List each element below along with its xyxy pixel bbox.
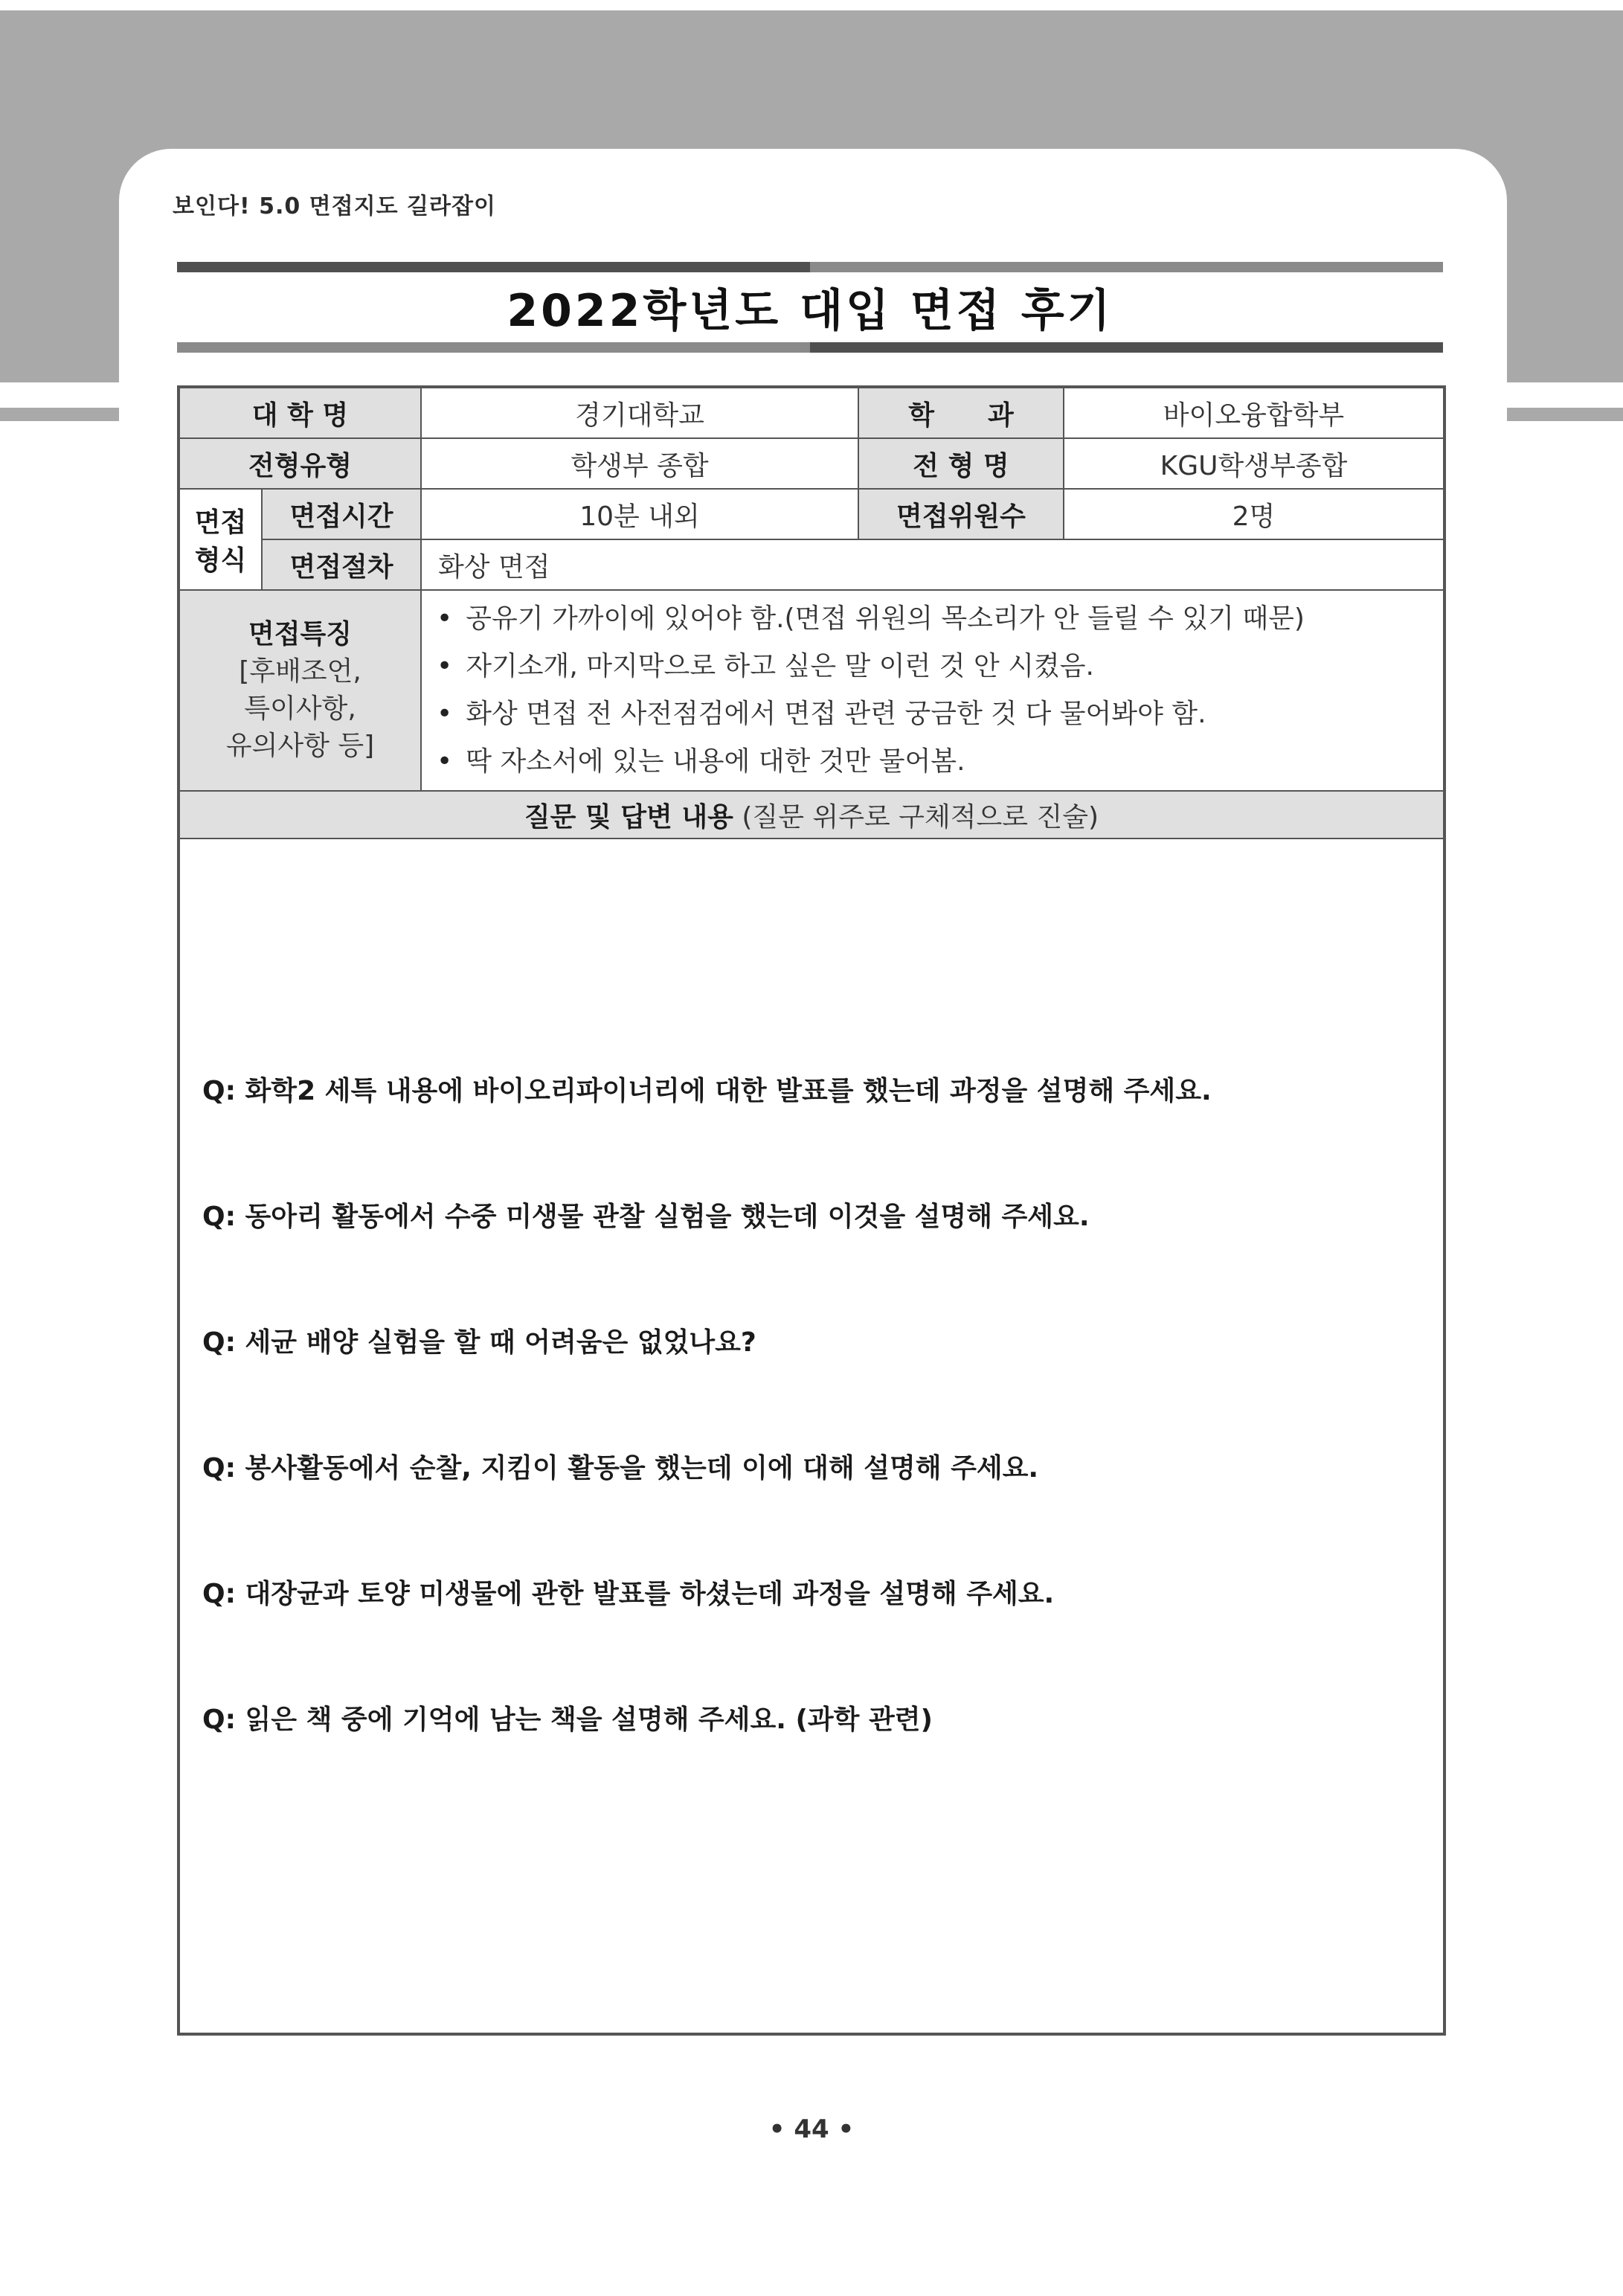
table-row <box>179 387 1444 438</box>
list-item: • 공유기 가까이에 있어야 함.(면접 위원의 목소리가 안 들릴 수 있기 때문) <box>437 595 1436 643</box>
question-item: Q: 봉사활동에서 순찰, 지킴이 활동을 했는데 이에 대해 설명해 주세요. <box>202 1453 1039 1484</box>
department-label: 학 과 <box>858 387 1064 438</box>
department-value: 바이오융합학부 <box>1064 387 1444 438</box>
admission-name-value: KGU학생부종합 <box>1064 438 1444 489</box>
table-row <box>179 539 1444 590</box>
table-row <box>179 489 1444 539</box>
title-rule-top <box>177 262 1443 272</box>
time-value: 10분 내외 <box>421 489 858 539</box>
procedure-label: 면접절차 <box>262 539 421 590</box>
table-row <box>179 438 1444 489</box>
qa-body-row <box>179 838 1444 2034</box>
side-tab-right <box>1505 408 1623 421</box>
question-item: Q: 화학2 세특 내용에 바이오리파이너리에 대한 발표를 했는데 과정을 설명해 주세요. <box>202 1076 1212 1106</box>
qa-body <box>179 838 1444 2034</box>
list-item: • 딱 자소서에 있는 내용에 대한 것만 물어봄. <box>437 738 1436 786</box>
features-label-line1: [후배조언, <box>239 656 361 687</box>
question-item: Q: 세균 배양 실험을 할 때 어려움은 없었나요? <box>202 1327 756 1358</box>
features-label-title: 면접특징 <box>248 619 353 650</box>
table-row <box>179 590 1444 791</box>
question-item: Q: 대장균과 토양 미생물에 관한 발표를 하셨는데 과정을 설명해 주세요. <box>202 1579 1055 1609</box>
features-content <box>421 590 1444 791</box>
qa-header-note: (질문 위주로 구체적으로 진술) <box>742 801 1099 833</box>
university-label: 대 학 명 <box>179 387 421 438</box>
format-label <box>179 489 262 590</box>
qa-header-bold: 질문 및 답변 내용 <box>524 801 733 833</box>
admission-type-value: 학생부 종합 <box>421 438 858 489</box>
interview-info-table <box>177 385 1446 2036</box>
format-label-line1: 면접 <box>194 507 247 538</box>
page-number: • 44 • <box>768 2114 855 2144</box>
features-label-line2: 특이사항, <box>244 693 356 724</box>
university-value: 경기대학교 <box>421 387 858 438</box>
running-header: 보인다! 5.0 면접지도 길라잡이 <box>173 193 496 219</box>
features-list <box>429 591 1436 790</box>
time-label: 면접시간 <box>262 489 421 539</box>
qa-header-row <box>179 791 1444 838</box>
features-label <box>179 590 421 791</box>
admission-name-label: 전 형 명 <box>858 438 1064 489</box>
list-item: • 화상 면접 전 사전점검에서 면접 관련 궁금한 것 다 물어봐야 함. <box>437 690 1436 738</box>
list-item: • 자기소개, 마지막으로 하고 싶은 말 이런 것 안 시켰음. <box>437 643 1436 690</box>
title-rule-bottom <box>177 342 1443 353</box>
interviewers-label: 면접위원수 <box>858 489 1064 539</box>
question-item: Q: 동아리 활동에서 수중 미생물 관찰 실험을 했는데 이것을 설명해 주세요. <box>202 1202 1090 1232</box>
interviewers-value: 2명 <box>1064 489 1444 539</box>
qa-header <box>179 791 1444 838</box>
procedure-value: 화상 면접 <box>421 539 1444 590</box>
page-title: 2022학년도 대입 면접 후기 <box>507 285 1113 337</box>
format-label-line2: 형식 <box>194 545 247 576</box>
question-list <box>187 1045 1436 1827</box>
admission-type-label: 전형유형 <box>179 438 421 489</box>
features-label-line3: 유의사항 등] <box>225 731 375 761</box>
question-item: Q: 읽은 책 중에 기억에 남는 책을 설명해 주세요. (과학 관련) <box>202 1705 933 1735</box>
side-tab-left <box>0 408 119 421</box>
